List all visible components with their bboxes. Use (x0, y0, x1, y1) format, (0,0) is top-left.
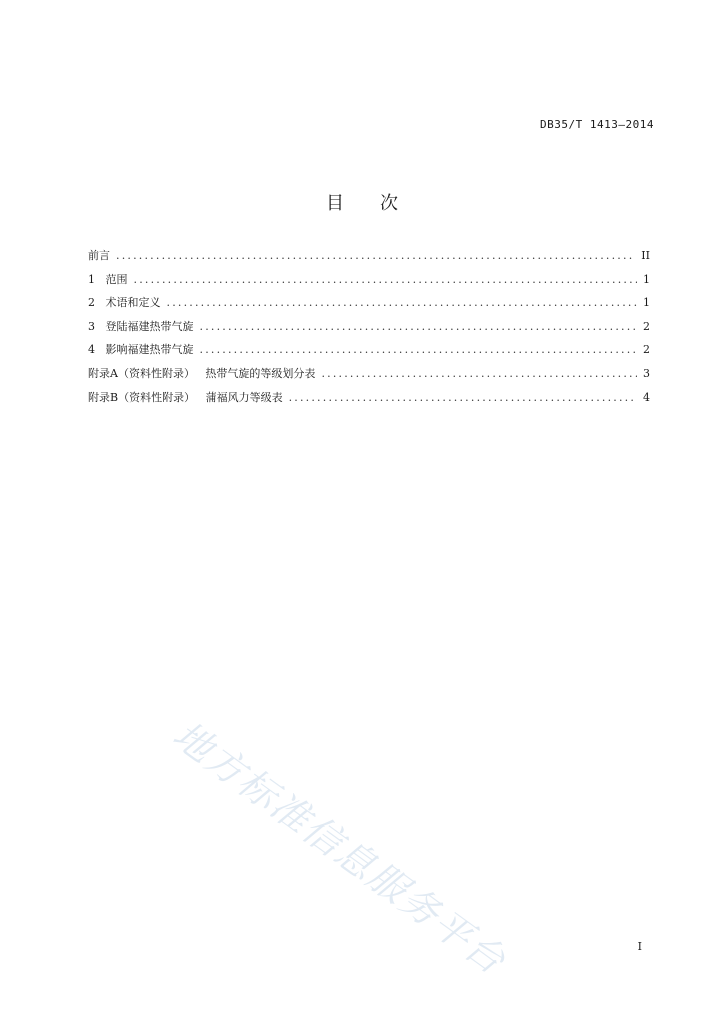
standard-code: DB35/T 1413—2014 (540, 118, 654, 131)
toc-leader-dots (321, 366, 637, 382)
toc-entry-page: 2 (643, 343, 650, 357)
toc-entry-label: 4 影响福建热带气旋 (88, 343, 194, 357)
toc-entry-scope[interactable] (88, 272, 650, 296)
toc-entry-affecting[interactable] (88, 342, 650, 366)
toc-leader-dots (134, 272, 638, 288)
toc-entry-appendix-b[interactable] (88, 390, 650, 414)
toc-entry-label: 3 登陆福建热带气旋 (88, 319, 194, 333)
toc-entry-page: 3 (643, 366, 650, 380)
toc-leader-dots (167, 295, 638, 311)
toc-title-char-1: 目 (326, 193, 344, 214)
toc-leader-dots (200, 319, 638, 335)
toc-entry-page: II (641, 249, 650, 262)
toc-list (88, 248, 650, 413)
toc-entry-appendix-a[interactable] (88, 366, 650, 390)
toc-entry-label: 1 范围 (88, 272, 128, 286)
toc-entry-page: 2 (643, 319, 650, 333)
toc-entry-page: 4 (643, 390, 650, 404)
toc-entry-page: 1 (643, 272, 650, 286)
toc-entry-page: 1 (643, 296, 650, 310)
toc-entry-landfall[interactable] (88, 319, 650, 343)
toc-entry-label: 前言 (88, 249, 110, 262)
toc-entry-terms[interactable] (88, 295, 650, 319)
toc-title-char-2: 次 (380, 193, 398, 214)
toc-leader-dots (200, 342, 638, 358)
watermark: 地方标准信息服务平台 (165, 712, 515, 984)
toc-entry-label: 附录B（资料性附录） 蒲福风力等级表 (88, 390, 283, 404)
toc-leader-dots (116, 248, 635, 264)
toc-entry-label: 2 术语和定义 (88, 296, 161, 310)
toc-title (0, 189, 724, 215)
toc-leader-dots (289, 390, 637, 406)
toc-entry-label: 附录A（资料性附录） 热带气旋的等级划分表 (88, 366, 316, 380)
toc-entry-preface[interactable] (88, 248, 650, 272)
page-number: I (637, 940, 642, 953)
